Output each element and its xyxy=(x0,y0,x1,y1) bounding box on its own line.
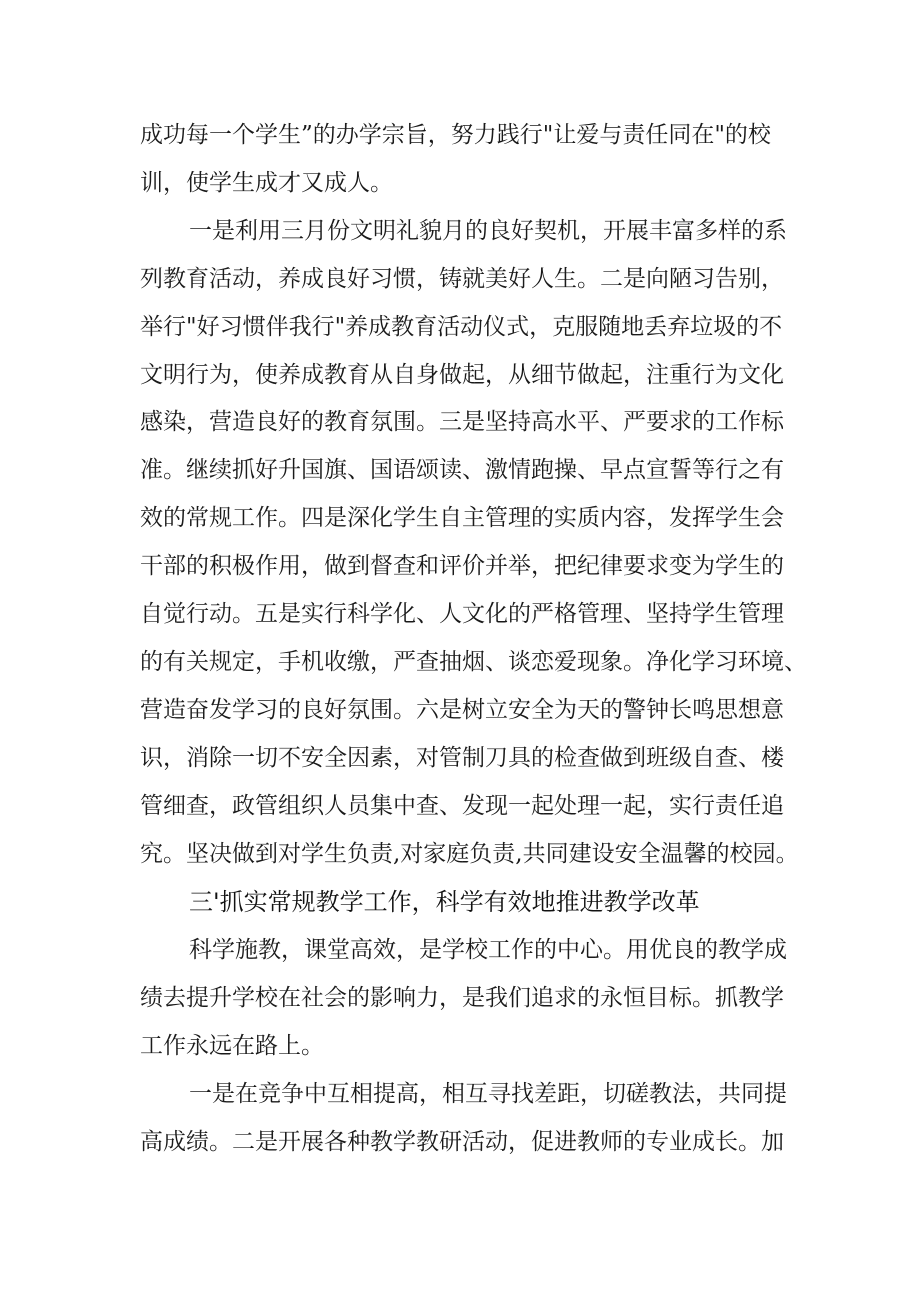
text-line: 准。继续抓好升国旗、国语颂读、激情跑操、早点宣誓等行之有 xyxy=(140,457,784,483)
text-line: 高成绩。二是开展各种教学教研活动，促进教师的专业成长。加 xyxy=(140,1129,784,1155)
text-line: 感染，营造良好的教育氛围。三是坚持高水平、严要求的工作标 xyxy=(140,409,784,435)
text-line: 科学施教，课堂高效，是学校工作的中心。用优良的教学成 xyxy=(189,937,787,963)
text-line: 管细查，政管组织人员集中查、发现一起处理一起，实行责任追 xyxy=(140,793,784,819)
text-line: 文明行为，使养成教育从自身做起，从细节做起，注重行为文化 xyxy=(140,362,784,388)
section-heading: 三'抓实常规教学工作，科学有效地推进教学改革 xyxy=(189,888,700,916)
text-line: 营造奋发学习的良好氛围。六是树立安全为天的警钟长鸣思想意 xyxy=(140,697,784,723)
text-line: 绩去提升学校在社会的影响力，是我们追求的永恒目标。抓教学 xyxy=(140,985,784,1011)
text-line: 一是利用三月份文明礼貌月的良好契机，开展丰富多样的系 xyxy=(189,218,787,244)
text-line: 干部的积极作用，做到督查和评价并举，把纪律要求变为学生的 xyxy=(140,553,784,579)
text-line: 举行"好习惯伴我行"养成教育活动仪式，克服随地丢弃垃圾的不 xyxy=(140,314,783,340)
text-line: 一是在竞争中互相提高，相互寻找差距，切磋教法，共同提 xyxy=(189,1081,787,1107)
text-line: 效的常规工作。四是深化学生自主管理的实质内容，发挥学生会 xyxy=(140,505,784,531)
text-line: 究。坚决做到对学生负责,对家庭负责,共同建设安全温馨的校园。 xyxy=(140,841,799,867)
text-line: 成功每一个学生”的办学宗旨，努力践行"让爱与责任同在"的校 xyxy=(140,122,771,148)
text-line: 识，消除一切不安全因素，对管制刀具的检查做到班级自查、楼 xyxy=(140,745,784,771)
text-line: 训，使学生成才又成人。 xyxy=(140,170,393,196)
text-line: 的有关规定，手机收缴，严查抽烟、谈恋爱现象。净化学习环境、 xyxy=(140,649,807,675)
text-line: 工作永远在路上。 xyxy=(140,1033,324,1059)
text-line: 列教育活动，养成良好习惯，铸就美好人生。二是向陋习告别， xyxy=(140,266,784,292)
text-line: 自觉行动。五是实行科学化、人文化的严格管理、坚持学生管理 xyxy=(140,601,784,627)
